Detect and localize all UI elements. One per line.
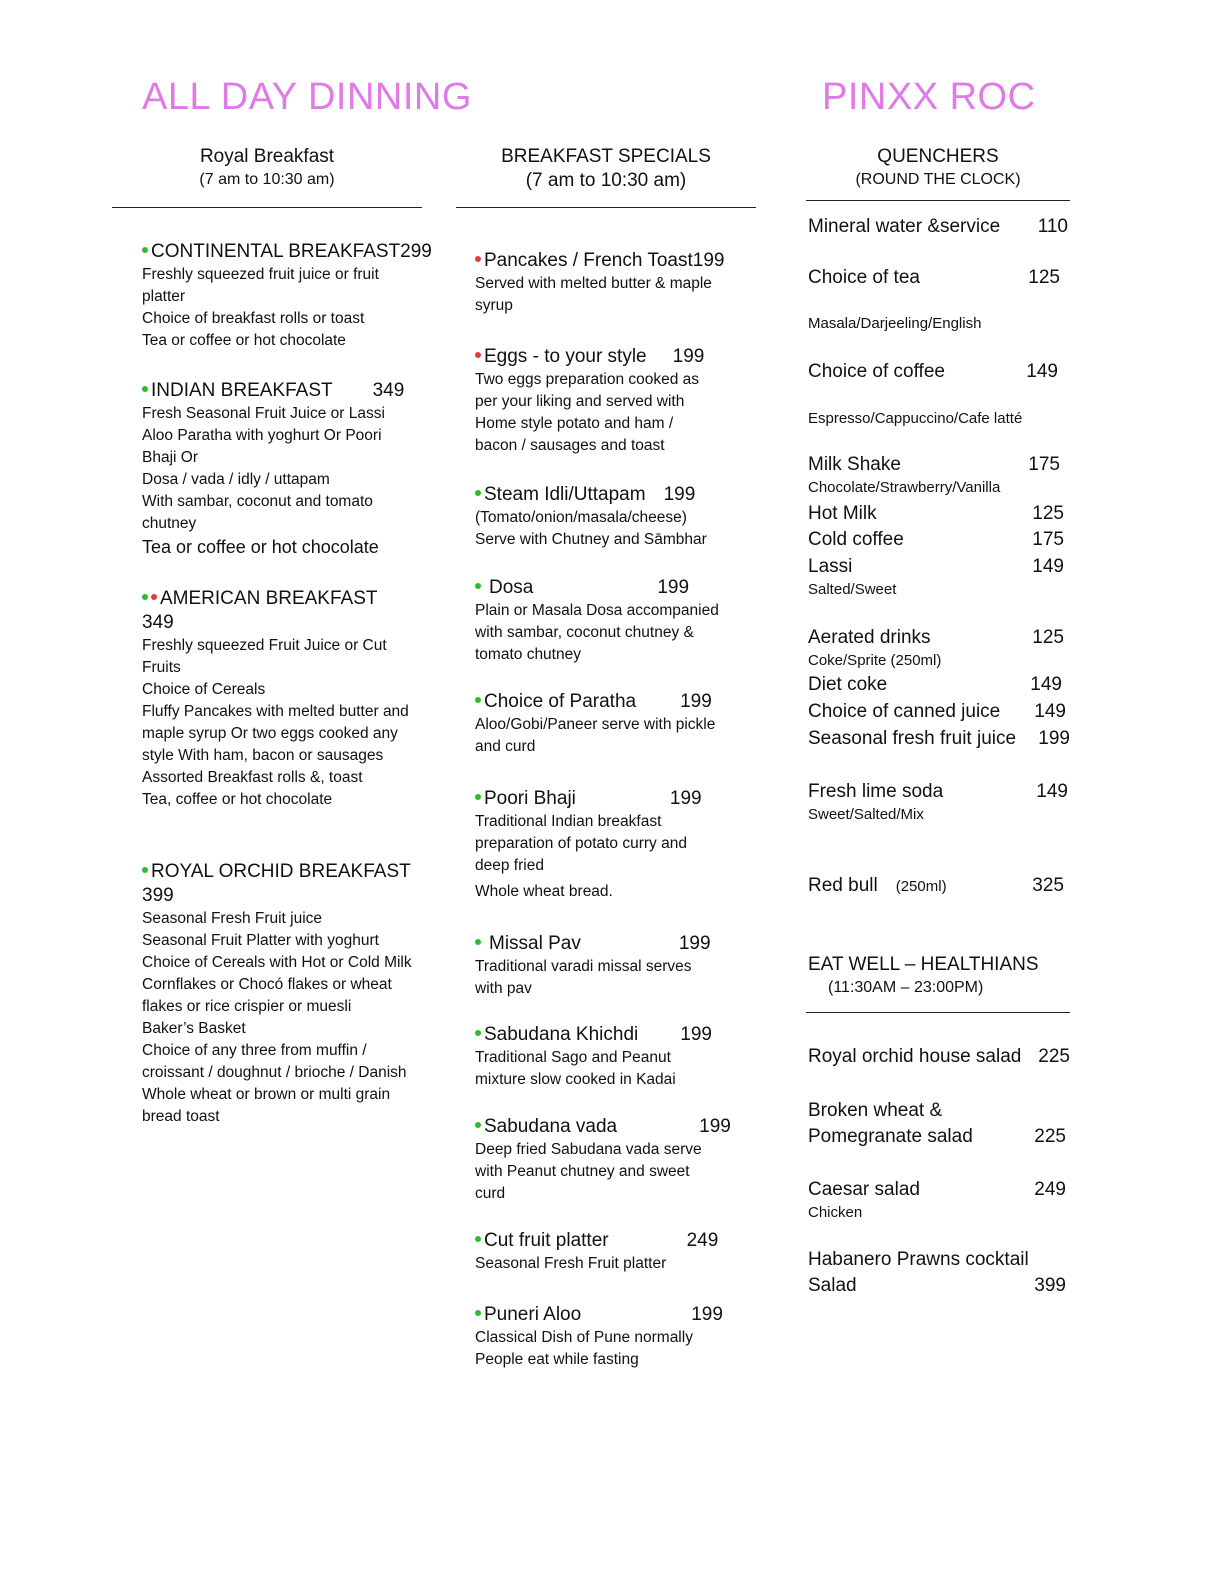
menu-item-indian bbox=[142, 379, 412, 559]
item-line: Choice of Cereals bbox=[142, 681, 266, 698]
item-price: 199 bbox=[1038, 728, 1070, 749]
item-name: Choice of canned juice bbox=[808, 701, 1001, 722]
item-name: Diet coke bbox=[808, 674, 888, 695]
item-price: 349 bbox=[372, 380, 405, 401]
quencher-cold-coffee bbox=[808, 527, 1064, 553]
item-line: Baker’s Basket bbox=[142, 1020, 246, 1037]
quencher-diet-coke bbox=[808, 672, 1062, 698]
item-line: Choice of Cereals with Hot or Cold Milk bbox=[142, 954, 412, 971]
item-name: Dosa bbox=[489, 577, 534, 598]
item-desc: Traditional varadi missal serves with pav bbox=[475, 958, 692, 997]
item-name: Sabudana vada bbox=[484, 1116, 618, 1137]
veg-dot-icon bbox=[142, 594, 148, 600]
quencher-coffee bbox=[808, 359, 1058, 385]
item-price: 149 bbox=[1034, 701, 1066, 722]
item-line: Tea or coffee or hot chocolate bbox=[142, 537, 379, 557]
item-name: Poori Bhaji bbox=[484, 788, 576, 809]
item-price: 399 bbox=[142, 885, 174, 906]
nonveg-dot-icon bbox=[151, 594, 157, 600]
item-name: Eggs - to your style bbox=[484, 346, 647, 367]
veg-dot-icon bbox=[475, 1122, 481, 1128]
veg-dot-icon bbox=[475, 1236, 481, 1242]
item-desc: Served with melted butter & maple syrup bbox=[475, 275, 712, 314]
quencher-canned-juice bbox=[808, 699, 1066, 725]
item-name: Steam Idli/Uttapam bbox=[484, 484, 646, 505]
item-name: CONTINENTAL BREAKFAST299 bbox=[151, 241, 432, 262]
veg-dot-icon bbox=[475, 794, 481, 800]
item-name: AMERICAN BREAKFAST bbox=[160, 588, 378, 609]
item-price: 110 bbox=[1037, 216, 1068, 237]
item-desc bbox=[142, 264, 412, 352]
item-name: ROYAL ORCHID BREAKFAST bbox=[151, 861, 411, 882]
item-sub: Coke/Sprite (250ml) bbox=[808, 652, 942, 669]
item-line: Fresh Seasonal Fruit Juice or Lassi bbox=[142, 405, 385, 422]
item-line: Dosa / vada / idly / uttapam bbox=[142, 471, 330, 488]
col3-heading bbox=[806, 145, 1070, 191]
menu-item-paratha bbox=[475, 690, 745, 758]
veg-dot-icon bbox=[475, 939, 481, 945]
quencher-lassi bbox=[808, 554, 1064, 600]
item-price: 125 bbox=[1032, 503, 1064, 524]
item-name: Fresh lime soda bbox=[808, 781, 944, 802]
item-price: 199 bbox=[669, 788, 702, 809]
item-price: 199 bbox=[657, 577, 690, 598]
item-price: 349 bbox=[142, 612, 174, 633]
item-volume: (250ml) bbox=[895, 878, 947, 895]
salad-broken-wheat bbox=[808, 1098, 1066, 1150]
menu-item-steam-idli bbox=[475, 483, 745, 551]
col2-divider bbox=[456, 207, 756, 208]
item-name: Sabudana Khichdi bbox=[484, 1024, 639, 1045]
veg-dot-icon bbox=[142, 247, 148, 253]
item-desc bbox=[142, 908, 412, 1128]
item-name: Choice of Paratha bbox=[484, 691, 637, 712]
item-price: 199 bbox=[678, 933, 711, 954]
item-price: 149 bbox=[1030, 674, 1062, 695]
item-name: Cut fruit platter bbox=[484, 1230, 609, 1251]
col3-divider bbox=[806, 200, 1070, 201]
item-line: Tea, coffee or hot chocolate bbox=[142, 791, 333, 808]
item-line: Cornflakes or Chocó flakes or wheat flakes or rice crispier or muesli bbox=[142, 976, 392, 1015]
page-title-right: PINXX ROC bbox=[822, 76, 1036, 118]
col1-divider bbox=[112, 207, 422, 208]
salad-royal-orchid bbox=[808, 1044, 1070, 1070]
menu-item-pancakes bbox=[475, 249, 745, 317]
item-price: 175 bbox=[1032, 529, 1064, 550]
item-price: 149 bbox=[1026, 361, 1058, 382]
item-desc: Deep fried Sabudana vada serve with Peanut chutney and sweet curd bbox=[475, 1141, 702, 1202]
healthians-heading bbox=[808, 953, 1039, 999]
veg-dot-icon bbox=[142, 386, 148, 392]
item-desc: (Tomato/onion/masala/cheese) Serve with Chutney and Sāmbhar bbox=[475, 509, 707, 548]
veg-dot-icon bbox=[475, 1030, 481, 1036]
quencher-milk-shake bbox=[808, 452, 1060, 498]
item-desc: Aloo/Gobi/Paneer serve with pickle and curd bbox=[475, 716, 716, 755]
quencher-red-bull bbox=[808, 873, 1064, 900]
item-sub: Chocolate/Strawberry/Vanilla bbox=[808, 479, 1001, 496]
item-name: Seasonal fresh fruit juice bbox=[808, 728, 1017, 749]
nonveg-dot-icon bbox=[475, 256, 481, 262]
item-desc: Traditional Sago and Peanut mixture slow cooked in Kadai bbox=[475, 1049, 676, 1088]
item-price: 249 bbox=[686, 1230, 719, 1251]
salad-caesar bbox=[808, 1177, 1066, 1223]
item-line: Seasonal Fruit Platter with yoghurt bbox=[142, 932, 379, 949]
veg-dot-icon bbox=[475, 583, 481, 589]
item-name: Caesar salad bbox=[808, 1179, 920, 1200]
item-price: 199 bbox=[680, 1024, 712, 1045]
item-name: Pomegranate salad bbox=[808, 1126, 973, 1147]
healthians-divider bbox=[806, 1012, 1070, 1013]
item-price: 199 bbox=[699, 1116, 731, 1137]
page-title-left: ALL DAY DINNING bbox=[142, 76, 472, 118]
item-name: Missal Pav bbox=[489, 933, 581, 954]
item-name: INDIAN BREAKFAST bbox=[151, 380, 333, 401]
item-line: Choice of any three from muffin / croissant / doughnut / brioche / Danish bbox=[142, 1042, 407, 1081]
veg-dot-icon bbox=[475, 697, 481, 703]
item-price: 325 bbox=[1032, 875, 1064, 896]
quencher-mineral-water bbox=[808, 214, 1068, 240]
item-name: Milk Shake bbox=[808, 454, 901, 475]
menu-item-dosa bbox=[475, 576, 745, 666]
item-price: 249 bbox=[1034, 1179, 1066, 1200]
item-price: 149 bbox=[1032, 556, 1064, 577]
item-name: Royal orchid house salad bbox=[808, 1046, 1022, 1067]
item-name: Cold coffee bbox=[808, 529, 904, 550]
item-line: Fluffy Pancakes with melted butter and maple syrup Or two eggs cooked any style With ham, bacon or sausages Assorted Breakfast rolls &, toast bbox=[142, 703, 409, 786]
item-name: Hot Milk bbox=[808, 503, 877, 524]
healthians-title: EAT WELL – HEALTHIANS bbox=[808, 954, 1039, 975]
quencher-hot-milk bbox=[808, 501, 1064, 527]
item-sub: Sweet/Salted/Mix bbox=[808, 806, 924, 823]
quencher-aerated-drinks bbox=[808, 625, 1064, 671]
item-sub: Salted/Sweet bbox=[808, 581, 897, 598]
item-name: Choice of tea bbox=[808, 267, 920, 288]
item-desc: Seasonal Fresh Fruit platter bbox=[475, 1255, 667, 1272]
col2-heading-hours: (7 am to 10:30 am) bbox=[525, 170, 687, 191]
item-name: Broken wheat & bbox=[808, 1100, 943, 1121]
item-desc: Traditional Indian breakfast preparation of potato curry and deep fried bbox=[475, 813, 687, 874]
item-price: 199 bbox=[663, 484, 696, 505]
item-name: Red bull bbox=[808, 875, 878, 896]
item-price: 199 bbox=[680, 691, 712, 712]
healthians-hours: (11:30AM – 23:00PM) bbox=[828, 979, 984, 996]
veg-dot-icon bbox=[475, 490, 481, 496]
item-price: 225 bbox=[1034, 1126, 1066, 1147]
col2-heading-title: BREAKFAST SPECIALS bbox=[501, 146, 711, 167]
item-name: Aerated drinks bbox=[808, 627, 931, 648]
menu-item-missal-pav bbox=[475, 932, 745, 1000]
col1-heading bbox=[112, 145, 422, 191]
quencher-tea-options: Masala/Darjeeling/English bbox=[808, 315, 982, 332]
quencher-lime-soda bbox=[808, 779, 1068, 825]
item-line: Seasonal Fresh Fruit juice bbox=[142, 910, 323, 927]
item-line: Whole wheat or brown or multi grain bread toast bbox=[142, 1086, 391, 1125]
menu-item-sabudana-vada bbox=[475, 1115, 745, 1205]
item-line: With sambar, coconut and tomato chutney bbox=[142, 493, 373, 532]
menu-item-poori-bhaji bbox=[475, 787, 745, 903]
item-desc: Plain or Masala Dosa accompanied with sambar, coconut chutney & tomato chutney bbox=[475, 602, 719, 663]
col1-heading-hours: (7 am to 10:30 am) bbox=[199, 171, 335, 188]
col3-heading-title: QUENCHERS bbox=[877, 146, 999, 167]
item-name: Choice of coffee bbox=[808, 361, 945, 382]
veg-dot-icon bbox=[142, 867, 148, 873]
col2-heading bbox=[456, 145, 756, 193]
item-price: 175 bbox=[1028, 454, 1060, 475]
item-price: 225 bbox=[1038, 1046, 1070, 1067]
item-sub: Chicken bbox=[808, 1204, 863, 1221]
item-price: 399 bbox=[1034, 1275, 1066, 1296]
quencher-tea bbox=[808, 265, 1060, 291]
menu-item-puneri-aloo bbox=[475, 1303, 745, 1371]
item-price: 149 bbox=[1036, 781, 1068, 802]
nonveg-dot-icon bbox=[475, 352, 481, 358]
menu-item-eggs bbox=[475, 345, 745, 457]
item-line: Aloo Paratha with yoghurt Or Poori Bhaji Or bbox=[142, 427, 382, 466]
quencher-coffee-options: Espresso/Cappuccino/Cafe latté bbox=[808, 410, 1023, 427]
menu-item-continental bbox=[142, 240, 432, 352]
menu-item-american bbox=[142, 587, 412, 811]
item-name: Puneri Aloo bbox=[484, 1304, 582, 1325]
item-line: Freshly squeezed Fruit Juice or Cut Fruits bbox=[142, 637, 387, 676]
col3-heading-hours: (ROUND THE CLOCK) bbox=[855, 171, 1021, 188]
item-name: Lassi bbox=[808, 556, 853, 577]
item-desc bbox=[142, 635, 412, 811]
item-price: 125 bbox=[1032, 627, 1064, 648]
item-price: 125 bbox=[1028, 267, 1060, 288]
item-desc: Classical Dish of Pune normally People eat while fasting bbox=[475, 1329, 693, 1368]
item-name: Pancakes / French Toast199 bbox=[484, 250, 725, 271]
item-price: 199 bbox=[672, 346, 705, 367]
menu-item-sabudana-khichdi bbox=[475, 1023, 745, 1091]
item-price: 199 bbox=[691, 1304, 723, 1325]
item-line: Freshly squeezed fruit juice or fruit platter bbox=[142, 266, 379, 305]
quencher-fresh-fruit-juice bbox=[808, 726, 1070, 752]
item-name: Salad bbox=[808, 1275, 857, 1296]
col1-heading-title: Royal Breakfast bbox=[199, 146, 335, 167]
item-line: Tea or coffee or hot chocolate bbox=[142, 332, 346, 349]
item-desc bbox=[142, 403, 412, 535]
veg-dot-icon bbox=[475, 1310, 481, 1316]
item-name: Habanero Prawns cocktail bbox=[808, 1249, 1029, 1270]
item-line: Choice of breakfast rolls or toast bbox=[142, 310, 365, 327]
item-desc: Whole wheat bread. bbox=[475, 883, 613, 900]
menu-item-royal-orchid bbox=[142, 860, 412, 1128]
salad-habanero-prawns bbox=[808, 1247, 1066, 1299]
item-name: Mineral water &service bbox=[808, 216, 1001, 237]
menu-item-cut-fruit bbox=[475, 1229, 745, 1275]
item-desc: Two eggs preparation cooked as per your liking and served with Home style potato and ham / bacon / sausages and toast bbox=[475, 371, 700, 454]
